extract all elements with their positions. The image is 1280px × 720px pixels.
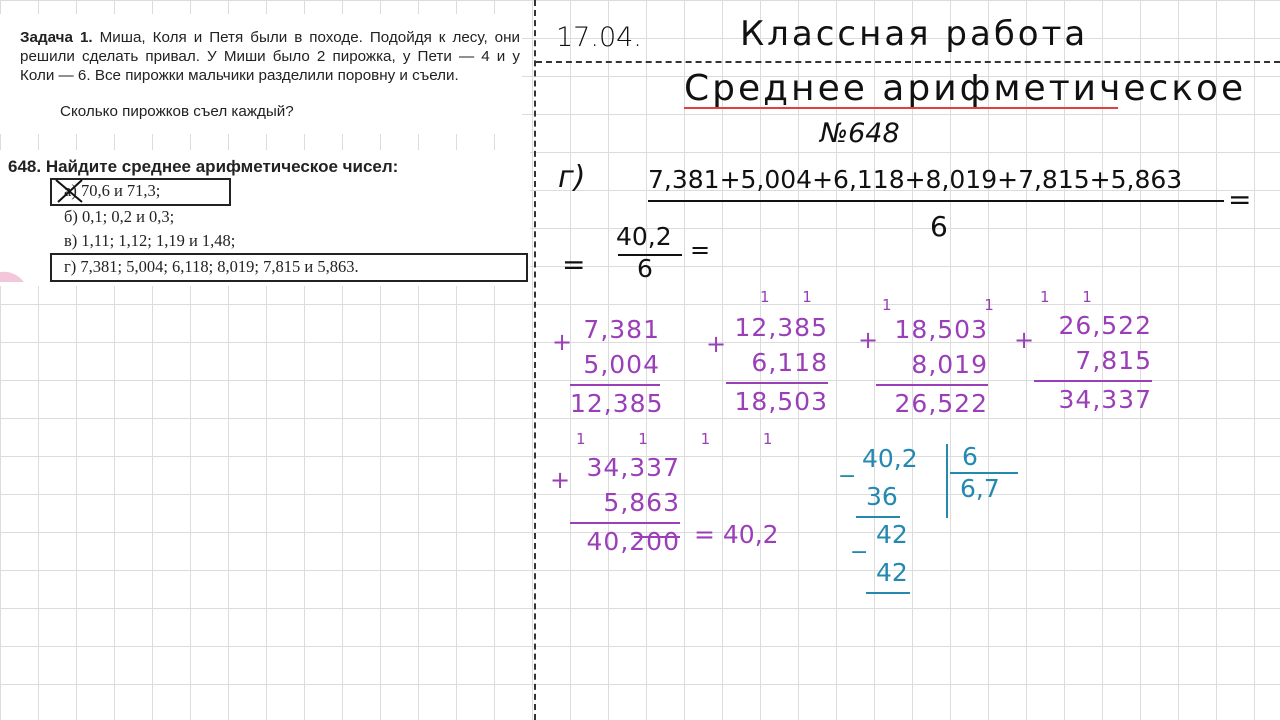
addend-a: 34,337: [586, 453, 680, 482]
strikethrough-zeros: [634, 536, 680, 538]
equals-sign: =: [1228, 183, 1252, 216]
exercise-title: [8, 157, 398, 177]
final-result: = 40,2: [694, 520, 779, 549]
division-step-line: [866, 592, 910, 594]
division-step-2: 42: [876, 520, 908, 549]
exercise-number-handwritten: №648: [820, 118, 900, 149]
topic-title: Среднее арифметическое: [684, 68, 1247, 109]
carry-digits: 1 1: [760, 288, 826, 306]
carry-digits: 1 1 1 1: [576, 430, 797, 448]
division-divisor: 6: [962, 442, 978, 471]
addend-a: 7,381: [583, 315, 660, 344]
plus-sign: +: [706, 330, 727, 358]
addend-b: 5,004: [583, 350, 660, 379]
task-question: Сколько пирожков съел каждый?: [60, 103, 294, 120]
addend-b: 8,019: [911, 350, 988, 379]
option-b: б) 0,1; 0,2 и 0,3;: [64, 207, 175, 226]
fraction2-numerator: 40,2: [616, 222, 672, 251]
fraction-denominator: 6: [930, 210, 948, 243]
task-text: [20, 28, 520, 85]
option-a: а) 70,6 и 71,3;: [64, 181, 161, 200]
addend-b: 5,863: [603, 488, 680, 517]
fraction-numerator: 7,381+5,004+6,118+8,019+7,815+5,863: [648, 165, 1183, 194]
sum: 34,337: [1034, 380, 1152, 417]
topic-underline: [684, 107, 1118, 109]
sum: 40,200: [570, 522, 680, 559]
done-cross-icon: [52, 178, 86, 204]
equals-sign: =: [562, 248, 586, 281]
vertical-divider: [534, 0, 536, 720]
column-addition-5: [570, 450, 680, 559]
plus-sign: +: [552, 328, 573, 356]
column-addition-2: [726, 310, 828, 419]
part-label: г): [558, 160, 586, 195]
option-g: г) 7,381; 5,004; 6,118; 8,019; 7,815 и 5,863.: [64, 257, 359, 276]
task-body: Миша, Коля и Петя были в походе. Подойдя к лесу, они решили сделать привал. У Миши было 2 пирожка, у Пети — 4 и у Коли — 6. Все пирожки мальчики разделили поровну и съели.: [20, 29, 520, 84]
exercise-number: 648.: [8, 157, 42, 176]
pink-highlight-mark: [0, 268, 26, 284]
division-step-line: [856, 516, 900, 518]
column-addition-4: [1034, 308, 1152, 417]
fraction-bar: [648, 200, 1224, 202]
classwork-title: Классная работа: [740, 14, 1089, 54]
equals-sign: =: [690, 236, 711, 264]
column-addition-3: [876, 312, 988, 421]
carry-digits: 1 1: [1040, 288, 1106, 306]
header-divider: [536, 61, 1280, 63]
division-dividend: 40,2: [862, 444, 918, 473]
addend-a: 26,522: [1058, 311, 1152, 340]
addend-b: 6,118: [751, 348, 828, 377]
fraction2-denominator: 6: [637, 254, 653, 283]
plus-sign: +: [550, 466, 571, 494]
minus-sign: −: [850, 540, 869, 565]
column-addition-1: [570, 312, 664, 421]
option-v: в) 1,11; 1,12; 1,19 и 1,48;: [64, 231, 236, 250]
sum: 26,522: [876, 384, 988, 421]
addend-b: 7,815: [1075, 346, 1152, 375]
sum: 12,385: [570, 384, 660, 421]
addend-a: 18,503: [894, 315, 988, 344]
plus-sign: +: [1014, 326, 1035, 354]
addend-a: 12,385: [734, 313, 828, 342]
minus-sign: −: [838, 464, 857, 489]
plus-sign: +: [858, 326, 879, 354]
task-label: Задача 1.: [20, 29, 93, 46]
exercise-text: Найдите среднее арифметическое чисел:: [41, 157, 399, 176]
division-quotient: 6,7: [960, 474, 1000, 503]
sum: 18,503: [726, 382, 828, 419]
division-step-3: 42: [876, 558, 908, 587]
carry-digits: 1 1: [882, 296, 1038, 314]
division-step-1: 36: [866, 482, 898, 511]
division-vertical-bar: [946, 444, 948, 518]
option-g-frame: [50, 253, 528, 282]
date: 17.04.: [556, 22, 642, 53]
